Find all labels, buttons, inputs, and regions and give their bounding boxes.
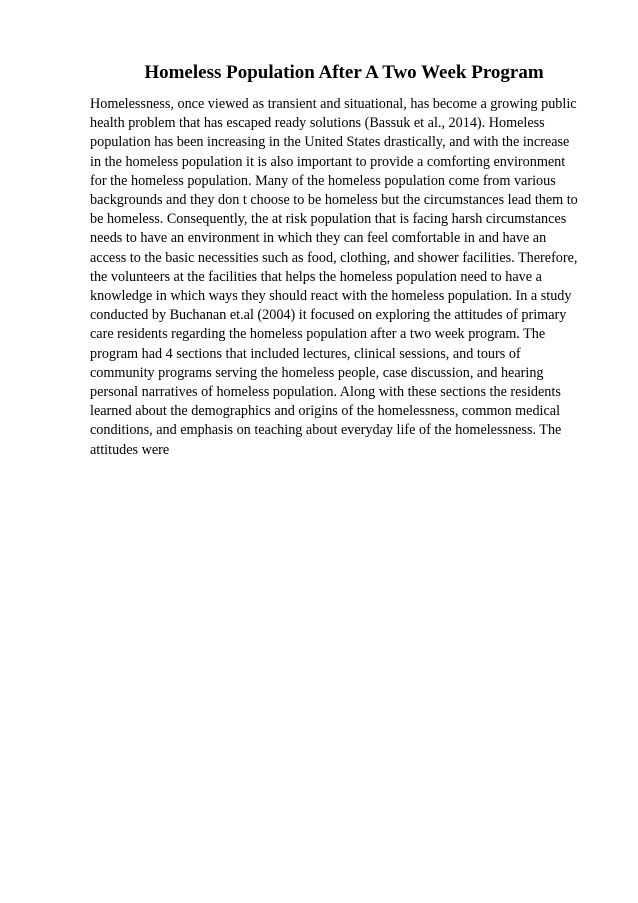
paragraph-line: personal narratives of homeless population. Along with these sections the residents [90, 384, 561, 401]
paragraph-line: knowledge in which ways they should react with the homeless population. In a study [90, 288, 572, 305]
paragraph-line: conditions, and emphasis on teaching about everyday life of the homelessness. The [90, 422, 562, 439]
paragraph-line: access to the basic necessities such as food, clothing, and shower facilities. Therefore, [90, 249, 578, 266]
paragraph-line: population has been increasing in the United States drastically, and with the increase [90, 134, 570, 151]
paragraph-line: conducted by Buchanan et.al (2004) it focused on exploring the attitudes of primary [90, 307, 567, 324]
paragraph-line: community programs serving the homeless people, case discussion, and hearing [90, 364, 544, 381]
paragraph-line: in the homeless population it is also important to provide a comforting environment [90, 153, 566, 170]
document-title: Homeless Population After A Two Week Program [144, 62, 544, 83]
paragraph-line: health problem that has escaped ready solutions (Bassuk et al., 2014). Homeless [90, 115, 545, 132]
paragraph-line: the volunteers at the facilities that helps the homeless population need to have a [90, 268, 542, 285]
paragraph-line: backgrounds and they don t choose to be homeless but the circumstances lead them to [90, 192, 578, 209]
body-paragraph [90, 95, 600, 460]
paragraph-line: care residents regarding the homeless population after a two week program. The [90, 326, 546, 343]
paragraph-line: Homelessness, once viewed as transient and situational, has become a growing public [90, 96, 577, 112]
paragraph-line: program had 4 sections that included lectures, clinical sessions, and tours of [90, 345, 521, 362]
paragraph-line: be homeless. Consequently, the at risk population that is facing harsh circumstances [90, 211, 567, 228]
paragraph-line: needs to have an environment in which they can feel comfortable in and have an [90, 230, 547, 247]
paragraph-line: for the homeless population. Many of the homeless population come from various [90, 172, 556, 189]
paragraph-line: attitudes were [90, 441, 170, 458]
paragraph-line: learned about the demographics and origins of the homelessness, common medical [90, 403, 561, 420]
